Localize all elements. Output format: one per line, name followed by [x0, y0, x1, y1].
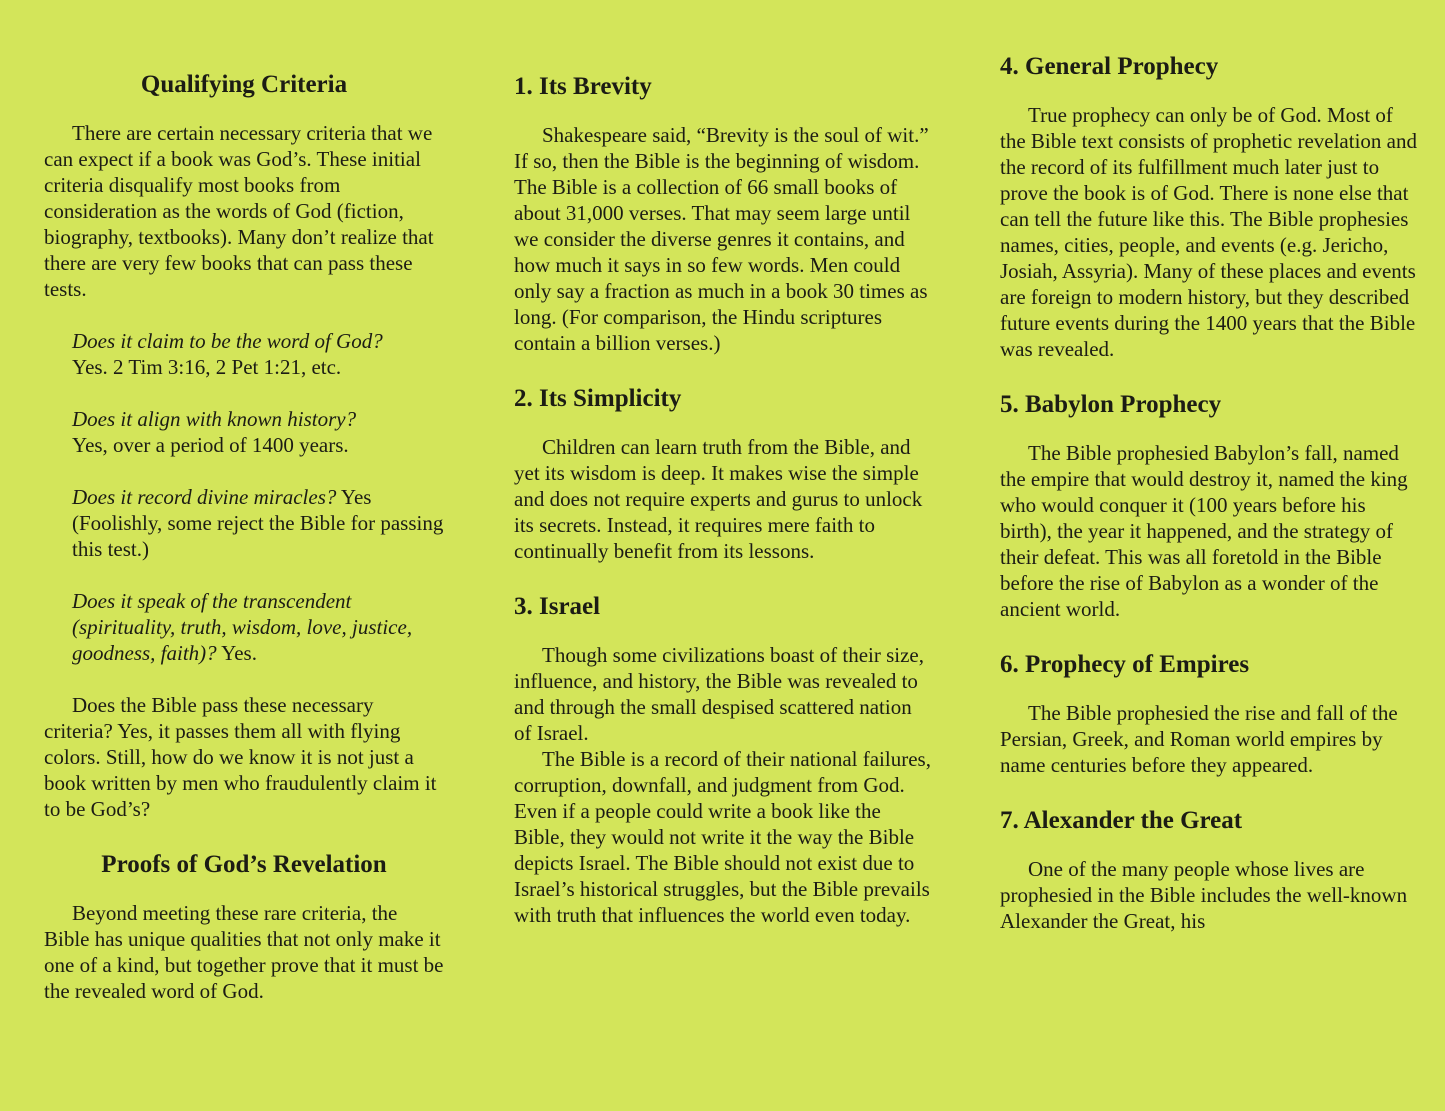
paragraph-simplicity: Children can learn truth from the Bible, and yet its wisdom is deep. It makes wise the simple and does not require experts and gurus to unlock its secrets. Instead, it requires mere faith to continually benefit from its lessons. [514, 435, 923, 563]
heading-qualifying-criteria: Qualifying Criteria [140, 71, 348, 98]
paragraph-babylon-prophecy: The Bible prophesied Babylon’s fall, named the empire that would destroy it, named the king who would conquer it (100 years before his birth), the year it happened, and the strategy of their defeat. This was all foretold in the Bible before the rise of Babylon as a wonder of the ancient world. [1000, 441, 1408, 621]
criteria-item [44, 406, 444, 458]
paragraph-summary: Does the Bible pass these necessary criteria? Yes, it passes them all with flying colors. Still, how do we know it is not just a book written by men who fraudulently claim it to be God’s? [44, 693, 437, 821]
criteria-question: Does it speak of the transcendent (spirituality, truth, wisdom, love, justice, goodness, faith)? [72, 589, 413, 665]
heading-proofs: Proofs of God’s Revelation [101, 851, 387, 878]
heading-brevity: 1. Its Brevity [514, 73, 652, 100]
paragraph-israel-2: The Bible is a record of their national failures, corruption, downfall, and judgment from God. Even if a people could write a book like the Bible, they would not write it the way the Bible depicts Israel. The Bible should not exist due to Israel’s historical struggles, but the Bible prevails with truth that influences the world even today. [514, 747, 931, 927]
heading-israel: 3. Israel [514, 593, 601, 620]
heading-alexander: 7. Alexander the Great [1000, 807, 1243, 834]
heading-babylon-prophecy: 5. Babylon Prophecy [1000, 391, 1222, 418]
criteria-answer: Yes. [221, 641, 257, 665]
criteria-item [44, 484, 444, 562]
criteria-answer: Yes. 2 Tim 3:16, 2 Pet 1:21, etc. [72, 355, 342, 379]
column-middle [514, 70, 934, 928]
heading-simplicity: 2. Its Simplicity [514, 385, 682, 412]
column-left [44, 68, 444, 1004]
criteria-answer: Yes (Foolishly, some reject the Bible for passing this test.) [72, 485, 444, 561]
paragraph-prophecy-of-empires: The Bible prophesied the rise and fall of the Persian, Greek, and Roman world empires by name centuries before they appeared. [1000, 701, 1398, 777]
heading-prophecy-of-empires: 6. Prophecy of Empires [1000, 651, 1250, 678]
paragraph-beyond: Beyond meeting these rare criteria, the Bible has unique qualities that not only make it one of a kind, but together prove that it must be the revealed word of God. [44, 901, 444, 1003]
criteria-item [44, 328, 444, 380]
heading-general-prophecy: 4. General Prophecy [1000, 53, 1219, 80]
criteria-answer: Yes, over a period of 1400 years. [72, 433, 349, 457]
column-right [1000, 50, 1420, 934]
criteria-item [44, 588, 444, 666]
paragraph-brevity: Shakespeare said, “Brevity is the soul of wit.” If so, then the Bible is the beginning of wisdom. The Bible is a collection of 66 small books of about 31,000 verses. That may seem large until we consider the diverse genres it contains, and how much it says in so few words. Men could only say a fraction as much in a book 30 times as long. (For comparison, the Hindu scriptures contain a billion verses.) [514, 123, 929, 355]
criteria-question: Does it claim to be the word of God? [72, 329, 383, 353]
criteria-question: Does it align with known history? [72, 407, 357, 431]
criteria-question: Does it record divine miracles? [72, 485, 337, 509]
paragraph-intro: There are certain necessary criteria that we can expect if a book was God’s. These initial criteria disqualify most books from consideration as the words of God (fiction, biography, textbooks). Many don’t realize that there are very few books that can pass these tests. [44, 121, 434, 301]
paragraph-alexander: One of the many people whose lives are prophesied in the Bible includes the well-known Alexander the Great, his [1000, 857, 1408, 933]
paragraph-israel-1: Though some civilizations boast of their size, influence, and history, the Bible was revealed to and through the small despised scattered nation of Israel. [514, 643, 924, 745]
paragraph-general-prophecy: True prophecy can only be of God. Most of the Bible text consists of prophetic revelation and the record of its fulfillment much later just to prove the book is of God. There is none else that can tell the future like this. The Bible prophesies names, cities, people, and events (e.g. Jericho, Josiah, Assyria). Many of these places and events are foreign to modern history, but they described future events during the 1400 years that the Bible was revealed. [1000, 103, 1417, 361]
